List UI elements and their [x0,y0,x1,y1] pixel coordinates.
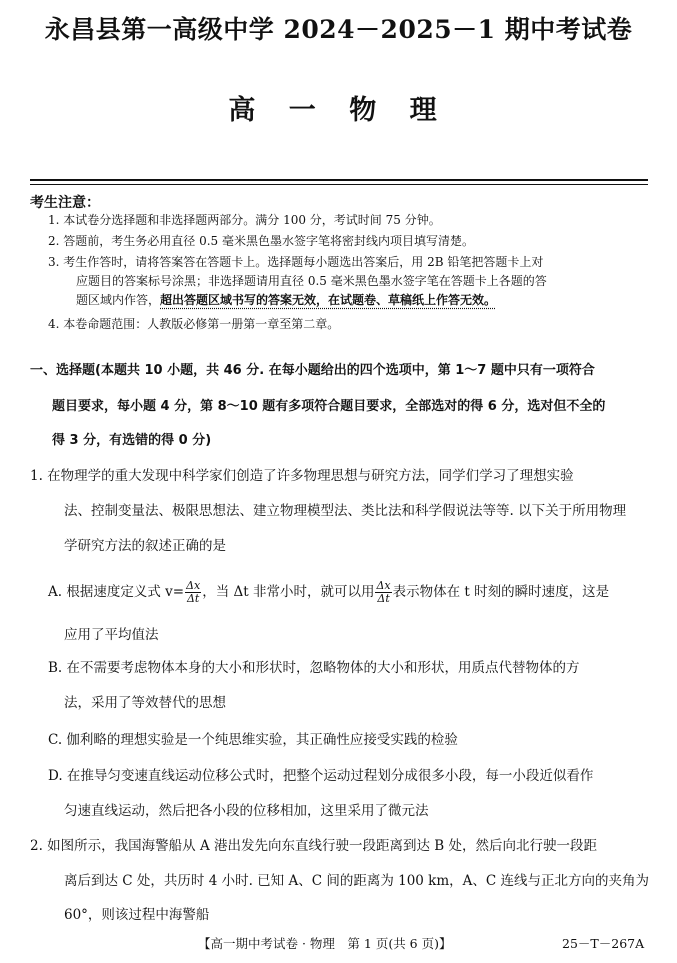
frac-numerator-2: Δx [376,579,391,592]
notice-item-2: 2. 答题前，考生务必用直径 0.5 毫米黑色墨水签字笔将密封线内项目填写清楚。 [48,234,474,248]
notice-item-4: 4. 本卷命题范围：人教版必修第一册第一章至第二章。 [48,317,340,331]
delta-fraction [185,580,201,605]
q2-stem-cont2: 60°，则该过程中海警船 [64,907,210,923]
q1-option-d-cont: 匀速直线运动，然后把各小段的位移相加，这里采用了微元法 [64,803,429,819]
q1-option-b-cont: 法，采用了等效替代的思想 [64,695,226,711]
q1-option-b: B. 在不需要考虑物体本身的大小和形状时，忽略物体的大小和形状，用质点代替物体的方 [48,660,580,676]
q1-option-a [48,580,609,605]
footer-page-info: 【高一期中考试卷 · 物理 第 1 页(共 6 页)】 [198,936,452,951]
frac-denominator-2: Δt [377,592,390,605]
q2-stem: 2. 如图所示，我国海警船从 A 港出发先向东直线行驶一段距离到达 B 处，然后向北行驶一段距 [30,838,598,854]
q1-stem-cont: 法、控制变量法、极限思想法、建立物理模型法、类比法和科学假说法等等. 以下关于所用物理 [64,503,627,519]
q2-stem-cont: 离后到达 C 处，共历时 4 小时. 已知 A、C 间的距离为 100 km，A、C 连线与正北方向的夹角为 [64,873,650,889]
q1-option-c: C. 伽利略的理想实验是一个纯思维实验，其正确性应接受实践的检验 [48,732,458,748]
notice-item-1: 1. 本试卷分选择题和非选择题两部分。满分 100 分，考试时间 75 分钟。 [48,213,441,227]
notice-item-3-cont2 [76,290,676,310]
frac-numerator: Δx [186,579,201,592]
section-heading-cont2: 得 3 分，有选错的得 0 分) [52,433,212,448]
notice-item-3: 3. 考生作答时，请将答案答在答题卡上。选择题每小题选出答案后，用 2B 铅笔把答题卡上对 [48,255,544,269]
frac-denominator: Δt [186,592,200,605]
header-divider-thin [30,184,648,185]
q1-option-a-post: 表示物体在 t 时刻的瞬时速度，这是 [392,584,610,600]
footer-code: 25－T－267A [562,936,645,951]
notice-item-3-tail: 题区域内作答， [76,293,161,307]
q1-option-a-mid: ，当 Δt 非常小时，就可以用 [202,584,375,600]
section-heading: 一、选择题(本题共 10 小题，共 46 分. 在每小题给出的四个选项中，第 1～7 题中只有一项符合 [30,363,595,378]
q1-stem: 1. 在物理学的重大发现中科学家们创造了许多物理思想与研究方法，同学们学习了理想实验 [30,468,574,484]
notice-item-3-cont: 应题目的答案标号涂黑；非选择题请用直径 0.5 毫米黑色墨水签字笔在答题卡上各题的答 [76,274,547,288]
delta-fraction-2 [375,580,391,605]
notice-heading: 考生注意： [30,195,100,211]
q1-option-a-pre: A. 根据速度定义式 v= [48,584,185,600]
notice-emphasis: 超出答题区域书写的答案无效，在试题卷、草稿纸上作答无效。 [160,293,497,307]
q1-option-d: D. 在推导匀变速直线运动位移公式时，把整个运动过程划分成很多小段，每一小段近似看作 [48,768,594,784]
header-divider [30,179,648,181]
subject-title: 高 一 物 理 [228,95,449,126]
q1-stem-cont2: 学研究方法的叙述正确的是 [64,538,226,554]
q1-option-a-cont: 应用了平均值法 [64,627,159,643]
exam-title: 永昌县第一高级中学 2024－2025－1 期中考试卷 [44,15,633,44]
section-heading-cont: 题目要求，每小题 4 分，第 8～10 题有多项符合题目要求，全部选对的得 6 分，选对但不全的 [52,399,606,414]
